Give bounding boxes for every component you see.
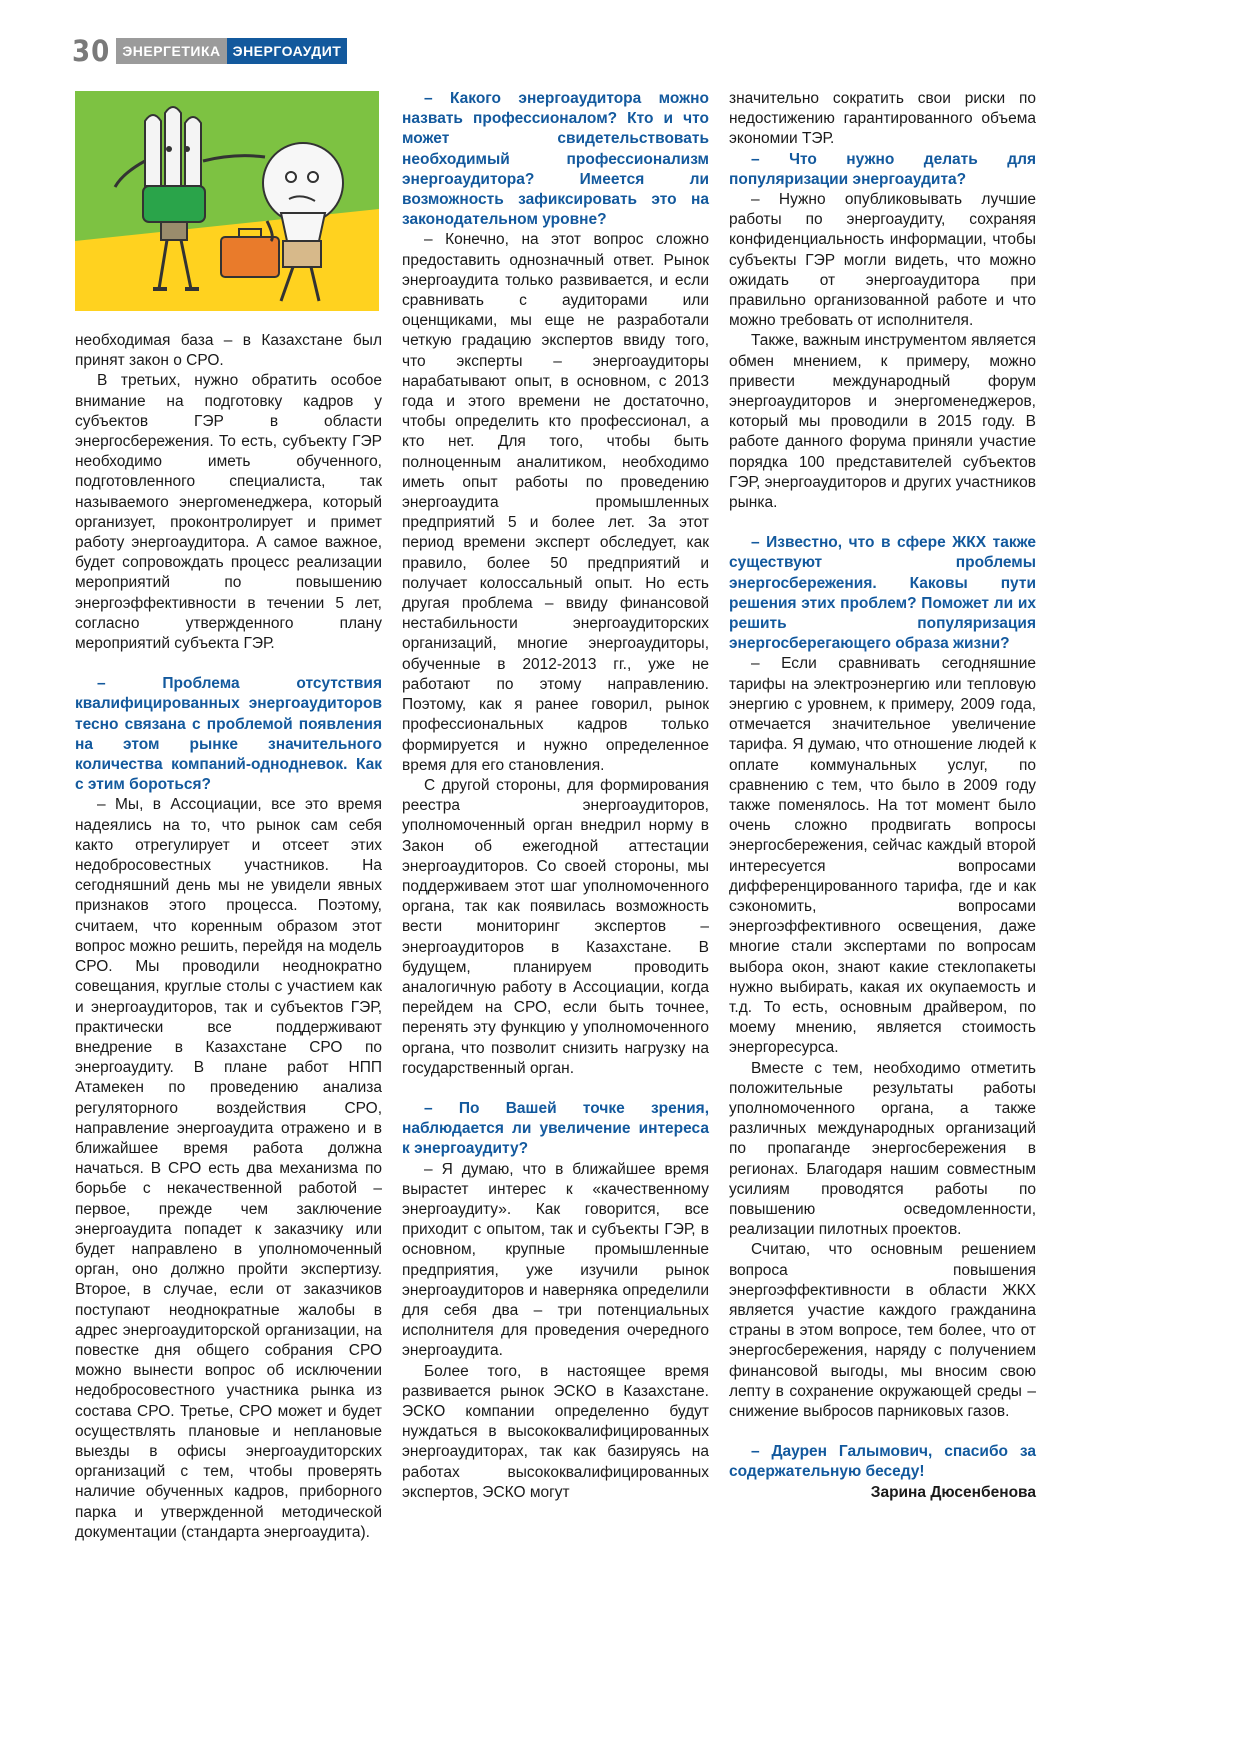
paragraph: – Если сравнивать сегодняшние тарифы на электроэнергию или тепловую энергию с уровнем, к примеру, 2009 года, отмечается значительное увеличение тарифа. Я думаю, что отношение людей к оплате коммунальных услуг, по сравнению с тем, что было в 2009 году также поменялось. На тот момент было очень сложно продвигать вопросы энергосбережения, сейчас каждый второй интересуется вопросами дифференцированного тарифа, где и как сэкономить, вопросами энергоэффективного освещения, даже многие стали экспертами по вопросам выбора окон, знают какие стеклопакеты нужно выбирать, какая их окупаемость и т.д. То есть, основным драйвером, по моему мнению, является стоимость энергоресурса. xyxy=(729,655,1036,1057)
text-column-3 xyxy=(729,89,1036,1503)
interview-question: – Известно, что в сфере ЖКХ также существуют проблемы энергосбережения. Каковы пути решения этих проблем? Поможет ли их решить популяризация энергосберегающего образа жизни? xyxy=(729,534,1036,653)
paragraph: Вместе с тем, необходимо отметить положительные результаты работы уполномоченного органа, а также различных международных организаций по пропаганде энергосбережения в регионах. Благодаря нашим совместным усилиям проводятся работы по повышению осведомленности, реализации пилотных проектов. xyxy=(729,1059,1036,1239)
text-column-1 xyxy=(75,331,382,1543)
page-number: 30 xyxy=(72,34,111,68)
paragraph: Считаю, что основным решением вопроса повышения энергоэффективности в области ЖКХ является участие каждого гражданина страны в этом вопросе, тем более, что от энергосбережения, наряду с получением финансовой выгоды, мы вносим свою лепту в сохранение окружающей среды – снижение выбросов парниковых газов. xyxy=(729,1241,1036,1420)
section-label-primary: ЭНЕРГЕТИКА xyxy=(116,38,226,64)
paragraph: С другой стороны, для формирования реестра энергоаудиторов, уполномоченный орган внедрил норму в Закон об ежегодной аттестации энергоаудиторов. Со своей стороны, мы поддерживаем этот шаг уполномоченного органа, так как появилась возможность вести мониторинг экспертов – энергоаудиторов в Казахстане. В будущем, планируем проводить аналогичную работу в Ассоциации, когда перейдем на СРО, если быть точнее, перенять эту функцию у уполномоченного органа, что позволит снизить нагрузку на государственный орган. xyxy=(402,776,709,1077)
paragraph: необходимая база – в Казахстане был принят закон о СРО. xyxy=(75,332,382,370)
paragraph: – Мы, в Ассоциации, все это время надеялись на то, что рынок сам себя както отрегулирует и отсеет этих недобросовестных участников. На сегодняшний день мы не увидели явных признаков этого процесса. Поэтому, считаем, что коренным образом этот вопрос можно решить, перейдя на модель СРО. Мы проводили неоднократно совещания, круглые столы с участием как и энергоаудиторов, так и субъектов ГЭР, практически все поддерживают внедрение в Казахстане СРО по энергоаудиту. В плане работ НПП Атамекен по проведению анализа регуляторного воздействия СРО, направление энергоаудита отражено и в ближайшее время работа должна начаться. В СРО есть два механизма по борьбе с некачественной работой – первое, прежде чем заключение энергоаудита попадет к заказчику или будет направлено в уполномоченный орган, оно должно пройти экспертизу. Второе, в случае, если от заказчиков поступают неоднократные жалобы в адрес энергоаудиторской организации, на повестке дня общего собрания СРО можно вынести вопрос об исключении недобросовестного участника рынка из состава СРО. Третье, СРО может и будет осуществлять плановые и неплановые выезды в офисы энергоаудиторских организаций с тем, чтобы проверять наличие обученных кадров, приборного парка и утвержденной методической документации (стандарта энергоаудита). xyxy=(75,796,382,1541)
paragraph: – Конечно, на этот вопрос сложно предоставить однозначный ответ. Рынок энергоаудита только развивается, и если сравнивать с аудиторами или оценщиками, мы еще не разработали четкую градацию экспертов ввиду того, что эксперты – энергоаудиторы нарабатывают опыт, в основном, с 2013 года и этого времени не достаточно, чтобы определить кто профессионал, а кто нет. Для того, чтобы быть полноценным аналитиком, необходимо иметь опыт работы по проведению энергоаудита промышленных предприятий 5 и более лет. За этот период времени эксперт обследует, как правило, более 50 предприятий и получает колоссальный опыт. Но есть другая проблема – ввиду финансовой нестабильности энергоаудиторских организаций, многие энергоаудиторы, обученные в 2012-2013 гг., уже не работают по этому направлению. Поэтому, как я ранее говорил, рынок профессиональных кадров только формируется и нужно определенное время для его становления. xyxy=(402,231,709,774)
text-column-2 xyxy=(402,89,709,1503)
illustration-lightbulbs xyxy=(75,91,379,311)
paragraph: – Нужно опубликовывать лучшие работы по энергоаудиту, сохраняя конфиденциальность информации, чтобы субъекты ГЭР могли видеть, что можно ожидать от энергоаудитора при правильно организованной работе и что можно требовать от исполнителя. xyxy=(729,191,1036,330)
interview-question: – По Вашей точке зрения, наблюдается ли увеличение интереса к энергоаудиту? xyxy=(402,1099,709,1158)
paragraph: В третьих, нужно обратить особое внимание на подготовку кадров у субъектов ГЭР в области энергосбережения. То есть, субъекту ГЭР необходимо иметь обученного, подготовленного специалиста, так называемого энергоменеджера, который организует, проконтролирует и примет работу энергоаудитора. А самое важное, будет сопровождать процесс реализации мероприятий по повышению энергоэффективности в течении 5 лет, согласно утвержденного плану мероприятий субъекта ГЭР. xyxy=(75,372,382,653)
paragraph: Также, важным инструментом является обмен мнением, к примеру, можно привести международный форум энергоаудиторов и энергоменеджеров, который мы проводили в 2015 году. В работе данного форума приняли участие порядка 100 представителей субъектов ГЭР, энергоаудиторов и других участников рынка. xyxy=(729,332,1036,512)
interview-question: – Что нужно делать для популяризации энергоаудита? xyxy=(729,150,1036,188)
lightbulbs-cartoon-image xyxy=(75,91,379,311)
page-header xyxy=(72,34,347,68)
paragraph: значительно сократить свои риски по недостижению гарантированного объема экономии ТЭР. xyxy=(729,90,1036,148)
section-label-secondary: ЭНЕРГОАУДИТ xyxy=(227,38,348,64)
interview-question: – Какого энергоаудитора можно назвать профессионалом? Кто и что может свидетельствовать необходимый профессионализм энергоаудитора? Имеется ли возможность зафиксировать это на законодательном уровне? xyxy=(402,90,709,229)
paragraph: Более того, в настоящее время развивается рынок ЭСКО в Казахстане. ЭСКО компании определенно будут нуждаться в высококвалифицированных энергоаудиторах, так как базируясь на работах высококвалифицированных экспертов, ЭСКО могут xyxy=(402,1362,709,1501)
author-signature: Зарина Дюсенбенова xyxy=(870,1483,1036,1501)
interview-closing: – Даурен Галымович, спасибо за содержательную беседу! xyxy=(729,1443,1036,1481)
interview-question: – Проблема отсутствия квалифицированных энергоаудиторов тесно связана с проблемой появления на этом рынке значительного количества компаний-однодневок. Как с этим бороться? xyxy=(75,675,382,794)
paragraph: – Я думаю, что в ближайшее время вырастет интерес к «качественному энергоаудиту». Как говорится, все приходит с опытом, так и субъекты ГЭР, в основном, крупные промышленные предприятия, уже изучили рынок энергоаудиторов и наверняка определили для себя два – три потенциальных исполнителя для проведения очередного энергоаудита. xyxy=(402,1160,709,1360)
